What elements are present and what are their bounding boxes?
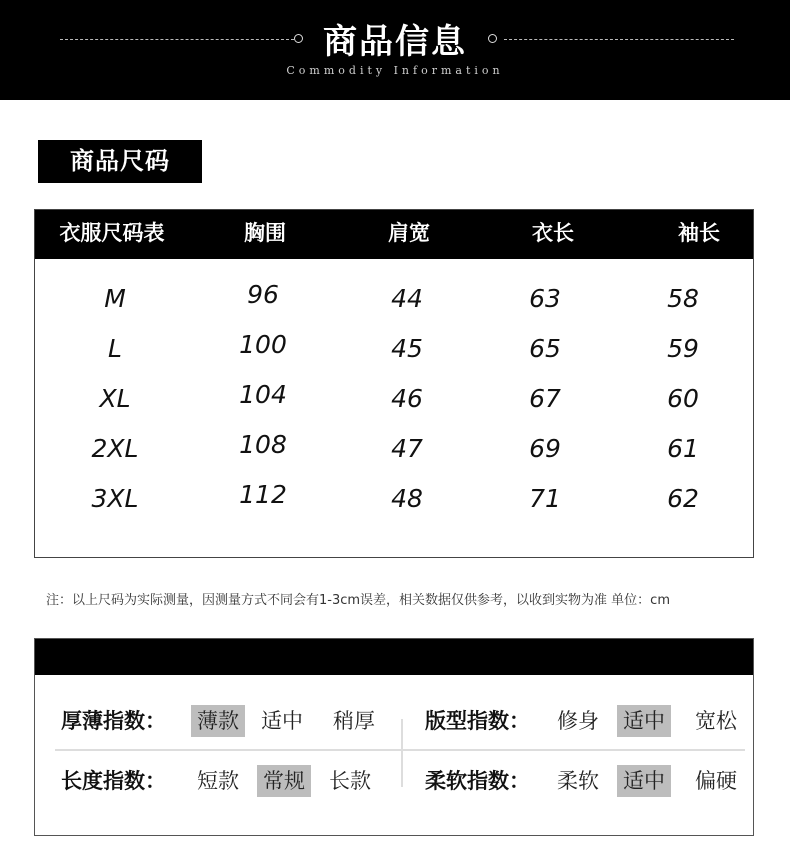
thickness-option-thin: 薄款 <box>191 705 245 737</box>
table-cell-size: 3XL <box>91 484 139 513</box>
fit-option-loose: 宽松 <box>695 709 737 733</box>
fit-option-regular: 适中 <box>617 705 671 737</box>
header-banner <box>0 0 790 100</box>
index-panel-header <box>35 639 753 675</box>
length-option-regular: 常规 <box>257 765 311 797</box>
length-option-long: 长款 <box>329 769 371 793</box>
header-sleeve: 袖长 <box>678 221 720 245</box>
banner-subtitle: Commodity Information <box>286 64 504 77</box>
table-cell-shoulder: 48 <box>391 484 423 513</box>
thickness-index-label: 厚薄指数： <box>61 709 166 733</box>
table-cell-shoulder: 44 <box>391 284 423 313</box>
banner-dash-right <box>504 39 734 40</box>
header-shoulder: 肩宽 <box>388 221 430 245</box>
table-cell-size: XL <box>99 384 131 413</box>
table-cell-length: 65 <box>529 334 561 363</box>
table-row <box>35 474 753 524</box>
table-row <box>35 374 753 424</box>
table-cell-chest: 108 <box>239 430 287 459</box>
header-size-chart: 衣服尺码表 <box>59 221 165 245</box>
table-row <box>35 274 753 324</box>
table-cell-length: 67 <box>529 384 561 413</box>
table-cell-shoulder: 45 <box>391 334 423 363</box>
table-cell-sleeve: 62 <box>667 484 699 513</box>
table-cell-sleeve: 59 <box>667 334 699 363</box>
softness-option-stiff: 偏硬 <box>695 769 737 793</box>
table-cell-shoulder: 46 <box>391 384 423 413</box>
thickness-option-thick: 稍厚 <box>333 709 375 733</box>
fabric-index-panel <box>34 638 754 836</box>
size-table-header <box>35 210 753 259</box>
fit-index-label: 版型指数： <box>425 709 530 733</box>
table-cell-size: M <box>104 284 126 313</box>
softness-option-medium: 适中 <box>617 765 671 797</box>
measurement-note: 注：以上尺码为实际测量，因测量方式不同会有1-3cm误差，相关数据仅供参考，以收到实物为准 单位：cm <box>46 593 670 608</box>
length-index-label: 长度指数： <box>61 769 166 793</box>
table-cell-length: 71 <box>529 484 561 513</box>
table-row <box>35 324 753 374</box>
softness-option-soft: 柔软 <box>557 769 599 793</box>
table-cell-shoulder: 47 <box>391 434 423 463</box>
table-cell-chest: 96 <box>247 280 279 309</box>
header-length: 衣长 <box>532 221 574 245</box>
table-cell-sleeve: 58 <box>667 284 699 313</box>
banner-title: 商品信息 <box>323 22 467 62</box>
index-divider-vertical <box>401 719 403 787</box>
banner-ring-right <box>488 34 497 43</box>
table-cell-size: L <box>108 334 122 363</box>
table-cell-chest: 100 <box>239 330 287 359</box>
index-divider-horizontal <box>55 749 745 751</box>
softness-index-label: 柔软指数： <box>425 769 530 793</box>
table-cell-sleeve: 60 <box>667 384 699 413</box>
table-cell-length: 69 <box>529 434 561 463</box>
thickness-option-medium: 适中 <box>261 709 303 733</box>
table-cell-size: 2XL <box>91 434 139 463</box>
length-option-short: 短款 <box>197 769 239 793</box>
table-row <box>35 424 753 474</box>
table-cell-chest: 104 <box>239 380 287 409</box>
table-cell-chest: 112 <box>239 480 287 509</box>
table-cell-sleeve: 61 <box>667 434 699 463</box>
size-section-title: 商品尺码 <box>38 140 202 183</box>
table-cell-length: 63 <box>529 284 561 313</box>
fit-option-slim: 修身 <box>557 709 599 733</box>
header-chest: 胸围 <box>244 221 286 245</box>
size-table <box>34 209 754 558</box>
